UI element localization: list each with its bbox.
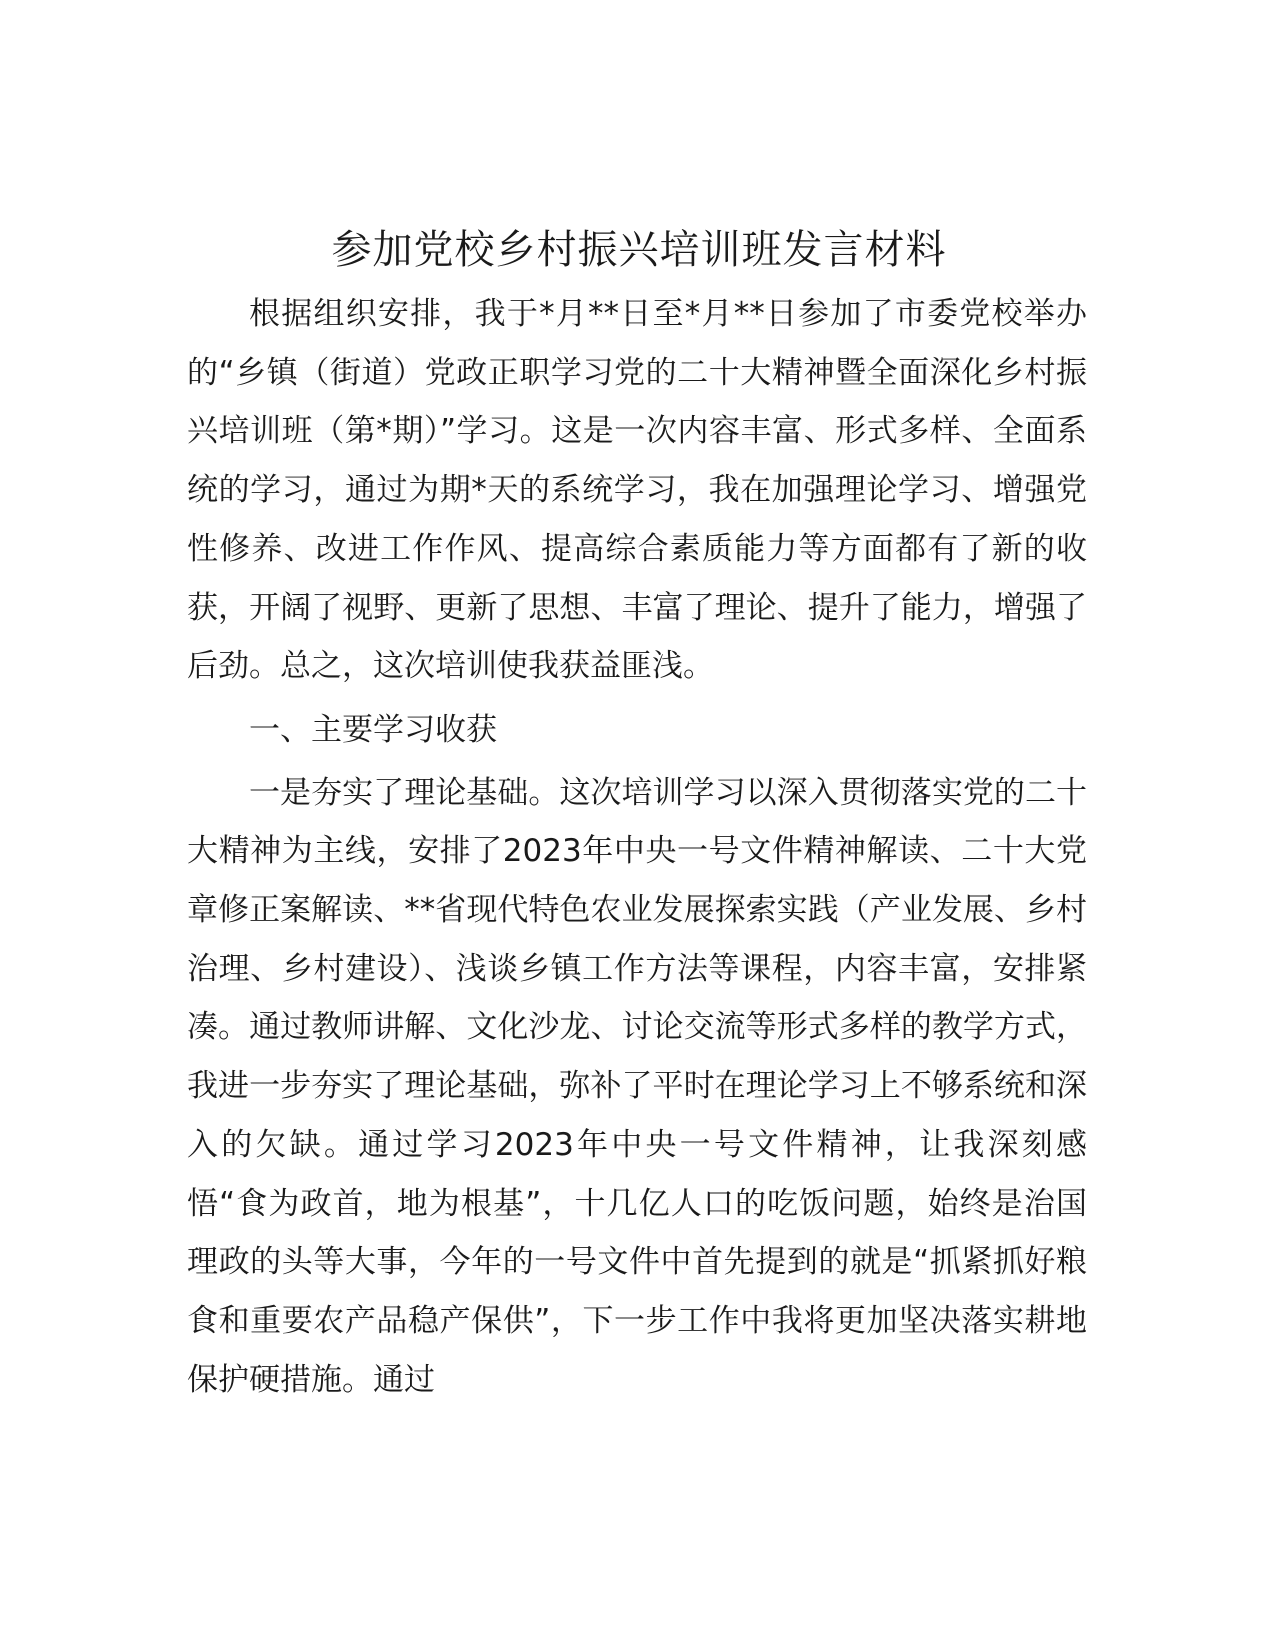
section-heading: 一、主要学习收获 <box>249 711 497 748</box>
point-one-paragraph: 一是夯实了理论基础。这次培训学习以深入贯彻落实党的二十大精神为主线，安排了2023年中央一号文件精神解读、二十大党章修正案解读、**省现代特色农业发展探索实践（产业发展、乡村治理、乡村建设）、浅谈乡镇工作方法等课程，内容丰富，安排紧凑。通过教师讲解、文化沙龙、讨论交流等形式多样的教学方式，我进一步夯实了理论基础，弥补了平时在理论学习上不够系统和深入的欠缺。通过学习2023年中央一号文件精神，让我深刻感悟“食为政首，地为根基”，十几亿人口的吃饭问题，始终是治国理政的头等大事，今年的一号文件中首先提到的就是“抓紧抓好粮食和重要农产品稳产保供”，下一步工作中我将更加坚决落实耕地保护硬措施。通过 <box>187 774 1087 1398</box>
document-title: 参加党校乡村振兴培训班发言材料 <box>331 227 947 273</box>
intro-paragraph: 根据组织安排，我于*月**日至*月**日参加了市委党校举办的“乡镇（街道）党政正职学习党的二十大精神暨全面深化乡村振兴培训班（第*期）”学习。这是一次内容丰富、形式多样、全面系统的学习，通过为期*天的系统学习，我在加强理论学习、增强党性修养、改进工作作风、提高综合素质能力等方面都有了新的收获，开阔了视野、更新了思想、丰富了理论、提升了能力，增强了后劲。总之，这次培训使我获益匪浅。 <box>187 296 1087 685</box>
document-body <box>187 220 1087 1409</box>
